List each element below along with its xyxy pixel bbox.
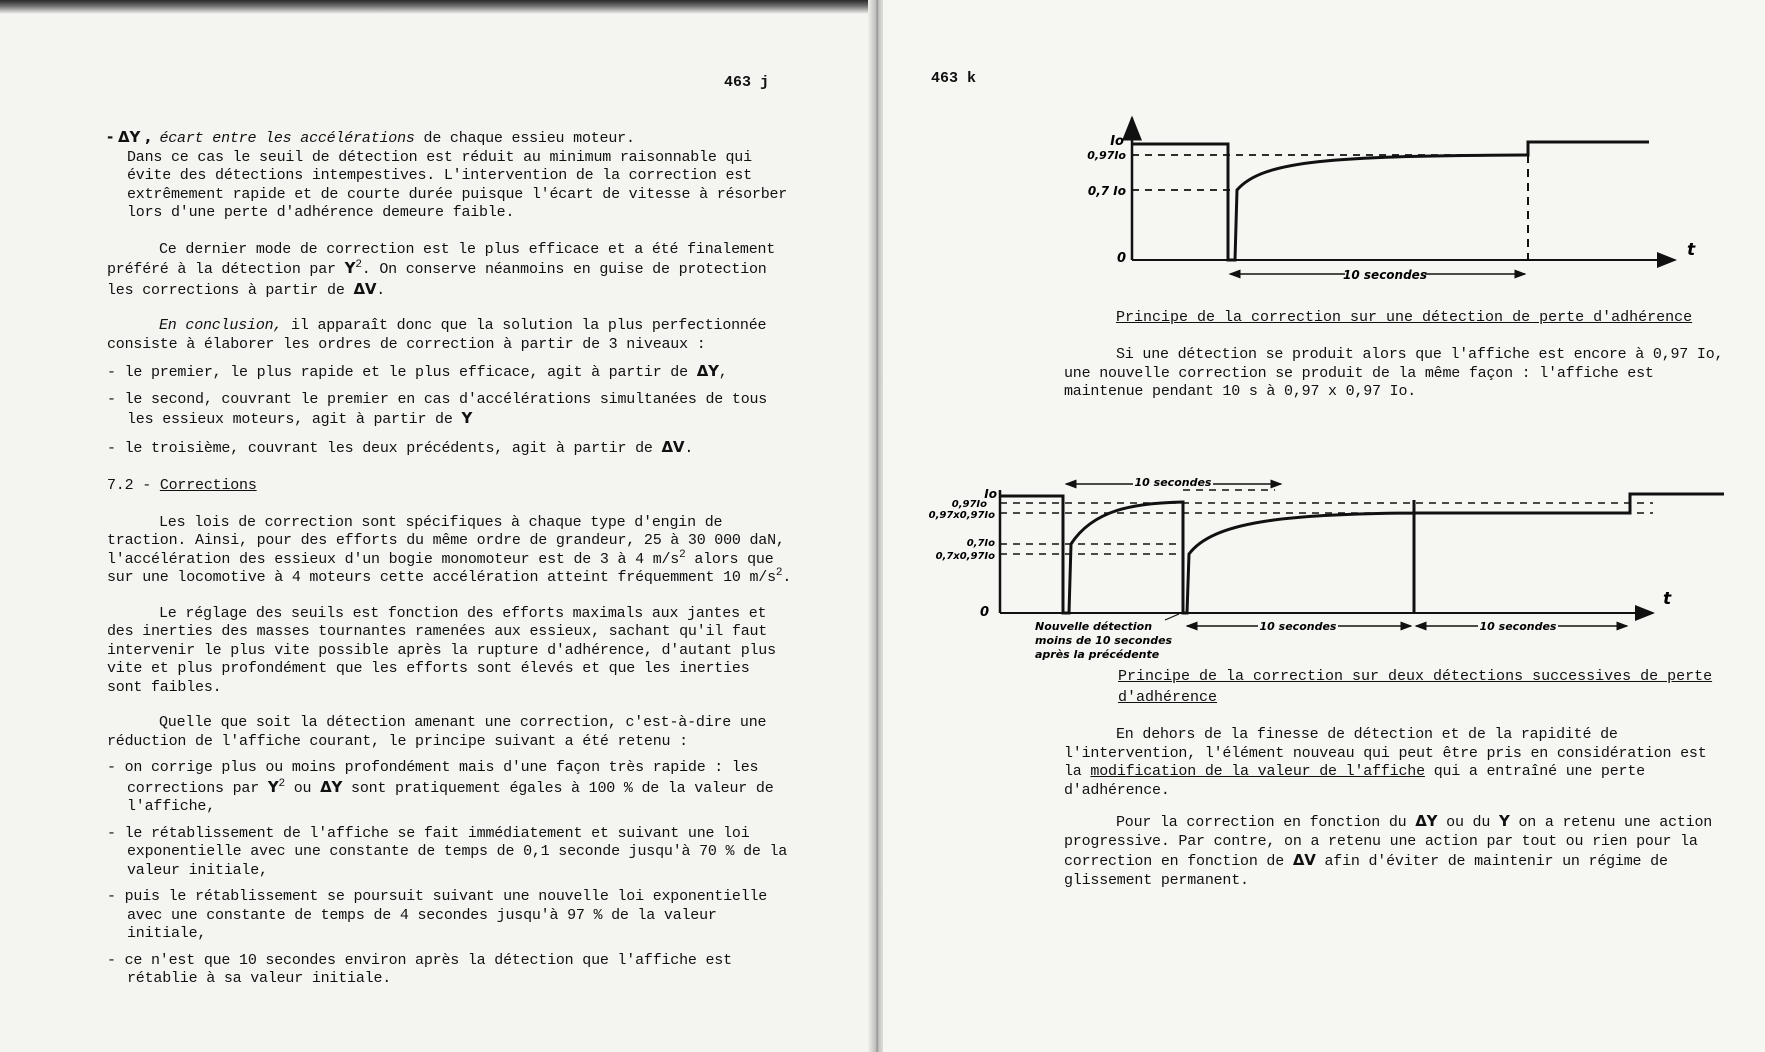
right-para-1: Si une détection se produit alors que l'affiche est encore à 0,97 Io, une nouvelle correction se produit de la même façon : l'affiche est maintenue pendant 10 s à 0,97 x 0,97 Io. bbox=[1064, 346, 1724, 400]
list-item-third: - le troisième, couvrant les deux précédents, agit à partir de ΔV. bbox=[107, 437, 694, 457]
para-best-mode: Ce dernier mode de correction est le plus efficace et a été finalement préféré à la détection par $Y^2$. On conserve néanmoins en guise de protection les corrections à partir de ΔV. bbox=[107, 240, 776, 299]
fig1-label-07: 0,7 Io bbox=[1087, 184, 1126, 198]
right-para-2: En dehors de la finesse de détection et de la rapidité de l'intervention, l'élément nouveau qui peut être pris en considération est la modification de la valeur de l'affiche qui a entraîné une perte d'adhérence. bbox=[1064, 726, 1707, 799]
list-item-first: - le premier, le plus rapide et le plus efficace, agit à partir de ΔY, bbox=[107, 362, 728, 381]
bullet-correct: - on corrige plus ou moins profondément mais d'une façon très rapide : les corrections par $Y^2$ ou ΔY sont pratiquement égales à 100 % de la valeur de l'affiche, bbox=[107, 759, 774, 815]
page-number-right: 463 k bbox=[931, 70, 977, 87]
para-principle: Quelle que soit la détection amenant une correction, c'est-à-dire une réduction de l'affiche courant, le principe suivant a été retenu : bbox=[107, 714, 767, 750]
fig2-note-line1: Nouvelle détection bbox=[1035, 620, 1153, 633]
para-conclusion: En conclusion, il apparaît donc que la solution la plus perfectionnée consiste à élaborer les ordres de correction à partir de 3 niveaux : bbox=[107, 317, 767, 353]
fig2-label-097x097: 0,97x0,97Io bbox=[928, 510, 995, 521]
list-item-second: - le second, couvrant le premier en cas d'accélérations simultanées de tous les essieux moteurs, agit à partir de Y bbox=[107, 390, 768, 428]
fig1-signal bbox=[1132, 142, 1649, 260]
fig2-label-t: t bbox=[1663, 589, 1672, 609]
figure-single-detection bbox=[883, 110, 1765, 285]
fig2-note-line3: après la précédente bbox=[1035, 648, 1160, 661]
right-page bbox=[883, 0, 1765, 1052]
fig2-label-io: Io bbox=[984, 487, 997, 501]
section-heading: 7.2 - Corrections bbox=[107, 477, 257, 494]
fig2-span-top: 10 secondes bbox=[1134, 476, 1212, 489]
figure-two-detections bbox=[883, 470, 1765, 670]
fig1-caption: Principe de la correction sur une détection de perte d'adhérence bbox=[1116, 309, 1693, 326]
fig1-label-io: Io bbox=[1110, 134, 1124, 149]
bullet-recovery-2: - puis le rétablissement se poursuit suivant une nouvelle loi exponentielle avec une constante de temps de 4 secondes jusqu'à 97 % de la valeur initiale, bbox=[107, 888, 768, 942]
fig2-label-07: 0,7Io bbox=[966, 538, 995, 549]
fig2-label-zero: 0 bbox=[979, 605, 989, 620]
fig2-span-mid: 10 secondes bbox=[1259, 620, 1337, 633]
fig2-label-07x097: 0,7x0,97Io bbox=[935, 551, 995, 562]
left-text-column bbox=[107, 128, 792, 989]
right-para-3: Pour la correction en fonction du ΔY ou du Y on a retenu une action progressive. Par contre, on a retenu une action par tout ou rien pour la correction en fonction de ΔV afin d'éviter de maintenir un régime de glissement permanent. bbox=[1064, 812, 1713, 889]
para-delta-gamma-body: Dans ce cas le seuil de détection est réduit au minimum raisonnable qui évite des détections intempestives. L'intervention de la correction est extrêmement rapide et de courte durée puisque l'écart de vitesse à résorber lors d'une perte d'adhérence demeure faible. bbox=[127, 148, 788, 221]
bullet-recovery-3: - ce n'est que 10 secondes environ après la détection que l'affiche est rétablie à sa valeur initiale. bbox=[107, 951, 732, 987]
left-page bbox=[0, 0, 875, 1052]
fig1-span-label: 10 secondes bbox=[1343, 268, 1427, 282]
fig1-label-zero: 0 bbox=[1116, 251, 1126, 266]
fig2-caption: Principe de la correction sur deux détections successives de perte d'adhérence bbox=[1118, 668, 1713, 706]
fig2-note-line2: moins de 10 secondes bbox=[1035, 634, 1173, 647]
fig1-label-t: t bbox=[1687, 240, 1696, 260]
fig2-label-097: 0,97Io bbox=[951, 499, 987, 510]
fig1-label-097: 0,97Io bbox=[1087, 149, 1126, 162]
para-delta-gamma: - ΔY , écart entre les accélérations de chaque essieu moteur. bbox=[107, 128, 635, 147]
para-laws: Les lois de correction sont spécifiques à chaque type d'engin de traction. Ainsi, pour des efforts du même ordre de grandeur, 25 à 30 000 daN, l'accélération des essieux d'un bogie monomoteur est de 3 à 4 $m/s^2$ alors que sur une locomotive à 4 moteurs cette accélération atteint fréquemment 10 $m/s^2$. bbox=[107, 513, 792, 586]
fig2-span-right: 10 secondes bbox=[1479, 620, 1557, 633]
bullet-recovery-1: - le rétablissement de l'affiche se fait immédiatement et suivant une loi exponentielle avec une constante de temps de 0,1 seconde jusqu'à 70 % de la valeur initiale, bbox=[107, 824, 788, 879]
para-thresholds: Le réglage des seuils est fonction des efforts maximals aux jantes et des inerties des masses tournantes ramenées aux essieux, sachant qu'il faut intervenir le plus vite possible après la rupture d'adhérence, d'autant plus vite et plus profondément que les efforts sont élevés et que les inerties sont faibles. bbox=[107, 604, 776, 696]
scan-edge bbox=[0, 0, 875, 14]
page-number-left: 463 j bbox=[724, 74, 770, 91]
